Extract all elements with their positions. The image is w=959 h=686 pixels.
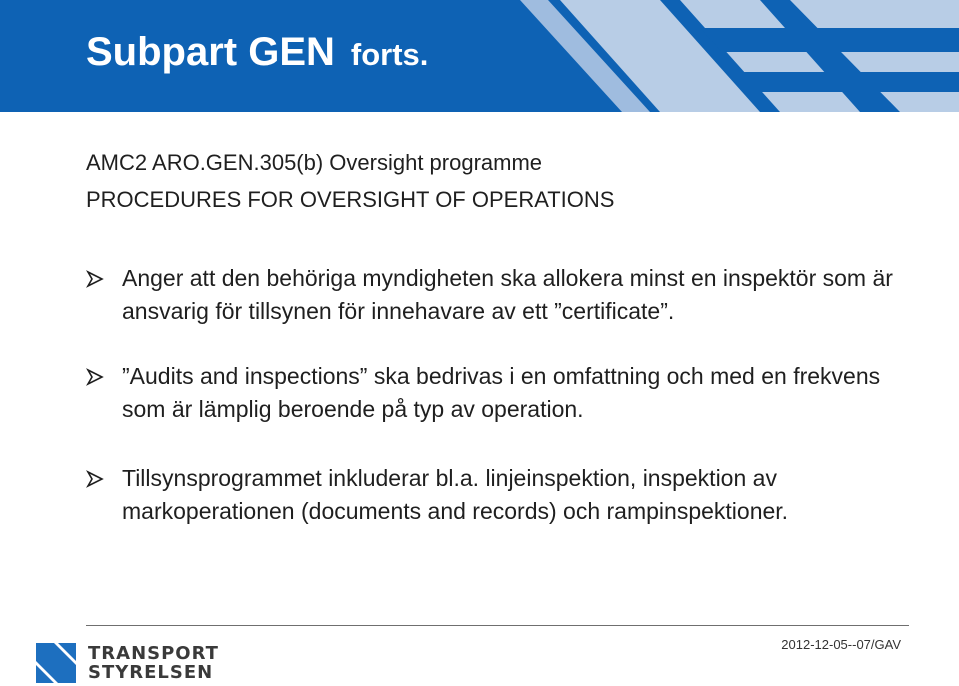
arrowhead-bullet-icon	[86, 270, 104, 288]
logo-wordmark	[88, 644, 219, 682]
logo-line-transport: TRANSPORT	[88, 643, 219, 664]
arrowhead-bullet-icon	[86, 470, 104, 488]
title-main: Subpart GEN	[86, 30, 335, 74]
bullet-item	[86, 262, 916, 328]
footer-divider	[86, 625, 909, 626]
transportstyrelsen-logo-icon	[36, 643, 76, 683]
footer-document-code: 2012-12-05--07/GAV	[781, 637, 901, 652]
subtitle-reference: AMC2 ARO.GEN.305(b) Oversight programme	[86, 150, 543, 175]
subtitle-procedures: PROCEDURES FOR OVERSIGHT OF OPERATIONS	[86, 187, 615, 212]
slide-title	[86, 30, 428, 75]
bullet-item	[86, 462, 916, 528]
bullet-text: ”Audits and inspections” ska bedrivas i en omfattning och med en frekvens som är lämplig beroende på typ av operation.	[122, 363, 881, 422]
bullet-item	[86, 360, 916, 426]
arrowhead-bullet-icon	[86, 368, 104, 386]
slide-header	[0, 0, 959, 112]
bullet-list	[86, 262, 916, 560]
transportstyrelsen-logo	[36, 643, 219, 683]
bullet-text: Anger att den behöriga myndigheten ska allokera minst en inspektör som är ansvarig för tillsynen för innehavare av ett ”certificate”.	[122, 265, 893, 324]
bullet-text: Tillsynsprogrammet inkluderar bl.a. linjeinspektion, inspektion av markoperationen (documents and records) och rampinspektioner.	[122, 465, 789, 524]
title-suffix: forts.	[350, 37, 429, 72]
logo-line-styrelsen: STYRELSEN	[88, 662, 214, 683]
